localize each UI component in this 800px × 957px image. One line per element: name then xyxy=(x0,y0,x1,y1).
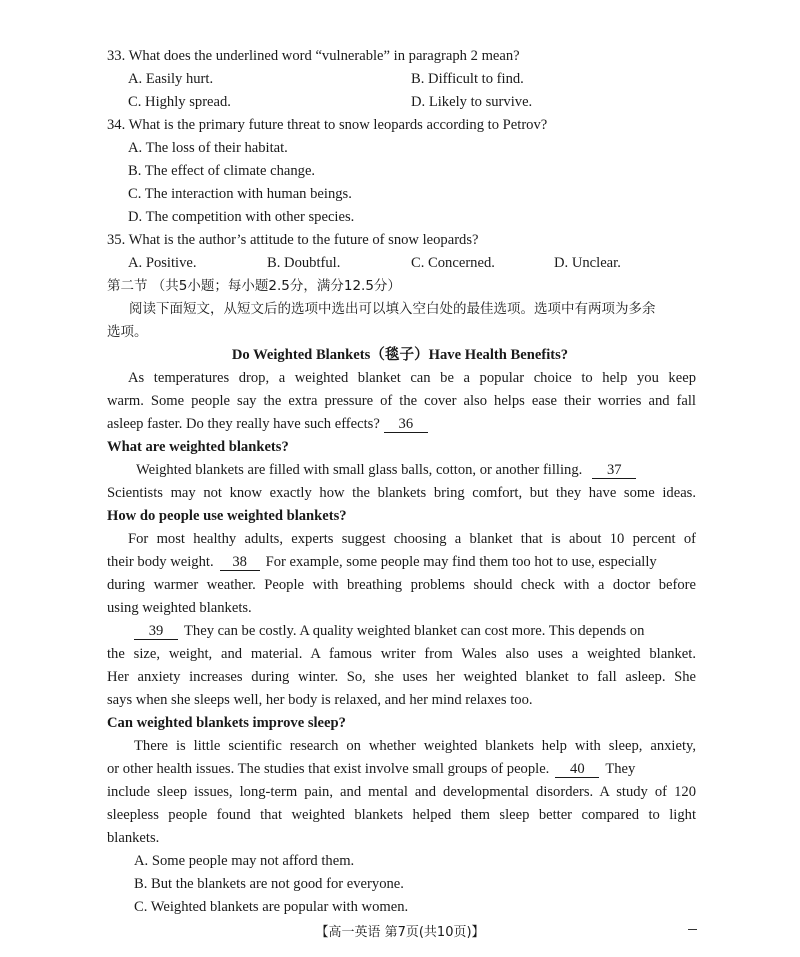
q33-option-d: D. Likely to survive. xyxy=(411,94,533,110)
q34-option-b: B. The effect of climate change. xyxy=(128,163,316,179)
p1-line1: As temperatures drop, a weighted blanket can be a popular choice to help you keep xyxy=(128,370,696,386)
heading-what-are: What are weighted blankets? xyxy=(107,439,289,455)
q33-option-b: B. Difficult to find. xyxy=(411,71,524,87)
choice-b: B. But the blankets are not good for everyone. xyxy=(134,876,404,892)
q33-option-a: A. Easily hurt. xyxy=(128,71,214,87)
p1-line3-text: asleep faster. Do they really have such effects? xyxy=(107,416,380,432)
p3-line4: using weighted blankets. xyxy=(107,600,252,616)
blank-39: 39 xyxy=(134,623,178,640)
p5-line5: blankets. xyxy=(107,830,160,846)
p1-line2: warm. Some people say the extra pressure of the cover also helps ease their worries and fall xyxy=(107,393,696,409)
q34-option-d: D. The competition with other species. xyxy=(128,209,355,225)
blank-40: 40 xyxy=(555,761,599,778)
q33-stem: 33. What does the underlined word “vulnerable” in paragraph 2 mean? xyxy=(107,48,520,64)
blank-37: 37 xyxy=(592,462,636,479)
p2-line1 xyxy=(136,461,636,479)
p3-line2 xyxy=(107,553,657,571)
section2-instruction-line1: 阅读下面短文，从短文后的选项中选出可以填入空白处的最佳选项。选项中有两项为多余 xyxy=(129,301,656,317)
p3-line2-text-b: For example, some people may find them too hot to use, especially xyxy=(265,554,657,570)
p5-line2-text-a: or other health issues. The studies that exist involve small groups of people. xyxy=(107,761,550,777)
q33-option-c: C. Highly spread. xyxy=(128,94,231,110)
p3-line1: For most healthy adults, experts suggest choosing a blanket that is about 10 percent of xyxy=(128,531,696,547)
p5-line2 xyxy=(107,760,635,778)
section2-heading: 第二节 （共5小题；每小题2.5分，满分12.5分） xyxy=(107,278,401,294)
q34-option-a: A. The loss of their habitat. xyxy=(128,140,288,156)
q34-stem: 34. What is the primary future threat to snow leopards according to Petrov? xyxy=(107,117,548,133)
blank-38: 38 xyxy=(220,554,260,571)
p4-line1 xyxy=(134,622,644,640)
p4-line2: the size, weight, and material. A famous writer from Wales also uses a weighted blanket. xyxy=(107,646,696,662)
q35-option-c: C. Concerned. xyxy=(411,255,495,271)
p3-line3: during warmer weather. People with breathing problems should check with a doctor before xyxy=(107,577,696,593)
p5-line3: include sleep issues, long-term pain, and mental and developmental disorders. A study of 120 xyxy=(107,784,696,800)
p1-line3 xyxy=(107,415,428,433)
q35-stem: 35. What is the author’s attitude to the future of snow leopards? xyxy=(107,232,479,248)
q35-option-a: A. Positive. xyxy=(128,255,197,271)
p4-line4: says when she sleeps well, her body is relaxed, and her mind relaxes too. xyxy=(107,692,533,708)
p3-line2-text-a: their body weight. xyxy=(107,554,214,570)
footer-dash xyxy=(688,929,697,930)
page-footer: 【高一英语 第7页(共10页)】 xyxy=(315,925,485,940)
blank-36: 36 xyxy=(384,416,428,433)
p5-line1: There is little scientific research on whether weighted blankets help with sleep, anxiety, xyxy=(134,738,696,754)
choice-c: C. Weighted blankets are popular with women. xyxy=(134,899,409,915)
p4-line1-text: They can be costly. A quality weighted blanket can cost more. This depends on xyxy=(184,623,645,639)
p2-line2: Scientists may not know exactly how the blankets bring comfort, but they have some ideas. xyxy=(107,485,696,501)
article-title: Do Weighted Blankets（毯子）Have Health Benefits? xyxy=(231,347,569,363)
q35-option-d: D. Unclear. xyxy=(554,255,621,271)
choice-a: A. Some people may not afford them. xyxy=(134,853,355,869)
p5-line4: sleepless people found that weighted blankets helped them sleep better compared to light xyxy=(107,807,696,823)
section2-instruction-line2: 选项。 xyxy=(107,324,148,340)
p2-line1-text: Weighted blankets are filled with small glass balls, cotton, or another filling. xyxy=(136,462,583,478)
p5-line2-text-b: They xyxy=(605,761,636,777)
q34-option-c: C. The interaction with human beings. xyxy=(128,186,352,202)
p4-line3: Her anxiety increases during winter. So, she uses her weighted blanket to fall asleep. She xyxy=(107,669,696,685)
q35-option-b: B. Doubtful. xyxy=(267,255,341,271)
heading-improve-sleep: Can weighted blankets improve sleep? xyxy=(107,715,346,731)
heading-how-use: How do people use weighted blankets? xyxy=(107,508,347,524)
